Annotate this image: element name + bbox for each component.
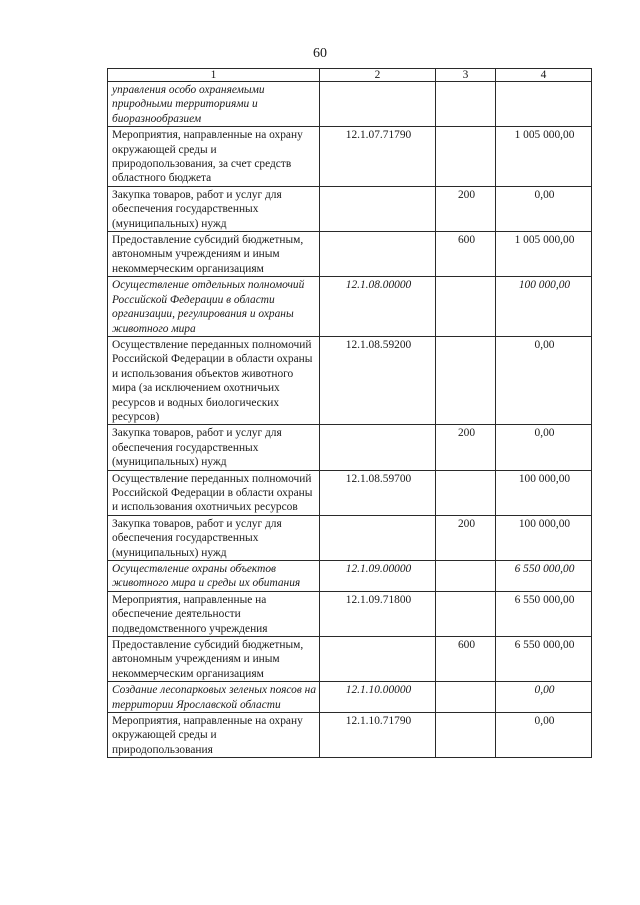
table-row [108,591,592,636]
row-expense-type: 600 [436,637,496,682]
row-name: управления особо охраняемыми природными территориями и биоразнообразием [108,82,320,127]
table-row [108,637,592,682]
row-expense-type [436,470,496,515]
header-col-4: 4 [496,69,592,82]
row-code [320,82,436,127]
row-expense-type: 600 [436,232,496,277]
row-amount: 0,00 [496,336,592,424]
row-name: Закупка товаров, работ и услуг для обеспечения государственных (муниципальных) нужд [108,425,320,470]
row-amount: 100 000,00 [496,515,592,560]
row-amount: 1 005 000,00 [496,127,592,187]
row-code: 12.1.10.00000 [320,682,436,713]
header-col-3: 3 [436,69,496,82]
row-code: 12.1.08.00000 [320,277,436,337]
table-row [108,336,592,424]
table-row [108,127,592,187]
row-expense-type [436,127,496,187]
row-amount [496,82,592,127]
table-row [108,186,592,231]
row-code [320,186,436,231]
row-name: Закупка товаров, работ и услуг для обеспечения государственных (муниципальных) нужд [108,515,320,560]
row-amount: 100 000,00 [496,277,592,337]
row-name: Мероприятия, направленные на охрану окружающей среды и природопользования [108,713,320,758]
row-expense-type [436,682,496,713]
row-name: Осуществление переданных полномочий Российской Федерации в области охраны и использования объектов животного мира (за исключением охотничьих ресурсов и водных биологических ресурсов) [108,336,320,424]
row-code [320,232,436,277]
row-expense-type [436,591,496,636]
row-code: 12.1.09.71800 [320,591,436,636]
row-amount: 0,00 [496,186,592,231]
row-name: Закупка товаров, работ и услуг для обеспечения государственных (муниципальных) нужд [108,186,320,231]
row-amount: 1 005 000,00 [496,232,592,277]
row-expense-type [436,277,496,337]
page-number: 60 [313,46,327,61]
row-name: Осуществление охраны объектов животного мира и среды их обитания [108,561,320,592]
row-amount: 100 000,00 [496,470,592,515]
row-name: Осуществление переданных полномочий Российской Федерации в области охраны и использования охотничьих ресурсов [108,470,320,515]
row-name: Мероприятия, направленные на обеспечение деятельности подведомственного учреждения [108,591,320,636]
row-code [320,515,436,560]
row-code [320,637,436,682]
row-expense-type [436,713,496,758]
row-name: Осуществление отдельных полномочий Российской Федерации в области организации, регулирования и охраны животного мира [108,277,320,337]
row-amount: 0,00 [496,682,592,713]
budget-table [107,68,592,758]
row-code: 12.1.08.59200 [320,336,436,424]
row-amount: 0,00 [496,425,592,470]
row-amount: 0,00 [496,713,592,758]
header-col-2: 2 [320,69,436,82]
table-row [108,682,592,713]
row-amount: 6 550 000,00 [496,561,592,592]
table-header-row [108,69,592,82]
table-row [108,561,592,592]
table-row [108,232,592,277]
row-code: 12.1.09.00000 [320,561,436,592]
row-expense-type: 200 [436,515,496,560]
row-expense-type [436,82,496,127]
row-name: Предоставление субсидий бюджетным, автономным учреждениям и иным некоммерческим организациям [108,637,320,682]
table-row [108,713,592,758]
table-row [108,470,592,515]
row-expense-type [436,336,496,424]
row-expense-type: 200 [436,186,496,231]
row-amount: 6 550 000,00 [496,591,592,636]
table-body [108,82,592,758]
header-col-1: 1 [108,69,320,82]
row-name: Предоставление субсидий бюджетным, автономным учреждениям и иным некоммерческим организациям [108,232,320,277]
table-row [108,277,592,337]
row-code: 12.1.07.71790 [320,127,436,187]
row-expense-type: 200 [436,425,496,470]
row-amount: 6 550 000,00 [496,637,592,682]
table-row [108,82,592,127]
row-code: 12.1.08.59700 [320,470,436,515]
row-name: Создание лесопарковых зеленых поясов на территории Ярославской области [108,682,320,713]
row-code: 12.1.10.71790 [320,713,436,758]
row-code [320,425,436,470]
table-row [108,515,592,560]
row-name: Мероприятия, направленные на охрану окружающей среды и природопользования, за счет средств областного бюджета [108,127,320,187]
row-expense-type [436,561,496,592]
table-row [108,425,592,470]
